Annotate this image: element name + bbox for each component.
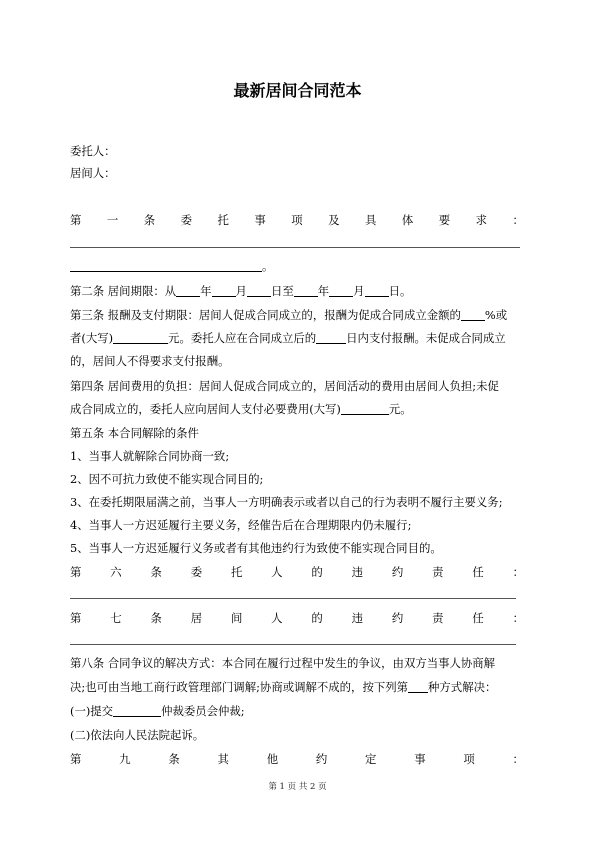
article-1-char: 事 [254, 213, 266, 227]
fill-blank [341, 402, 389, 415]
article-9-char: 第 [70, 752, 82, 766]
article-2 [70, 283, 524, 299]
article-6-char: 条 [150, 565, 162, 579]
intermediary-label: 居间人： [70, 166, 116, 180]
article-1-char: 第 [70, 213, 82, 227]
article-1-blank-end [70, 258, 524, 274]
fill-blank [247, 284, 271, 297]
article-4-text: 成合同成立的，委托人应向居间人支付必要费用(大写) [70, 402, 341, 416]
article-7-char: 七 [110, 611, 122, 625]
article-1-char: 具 [365, 213, 377, 227]
article-2-text: 年 [317, 284, 330, 298]
article-6-blank-line [70, 598, 516, 599]
article-6-char: 的 [311, 565, 323, 579]
article-9-char: 定 [365, 752, 377, 766]
article-7-blank-line [70, 644, 516, 645]
article-2-text: 第二条 居间期限：从 [70, 284, 177, 298]
article-8-option-1 [70, 703, 524, 719]
article-7-char: ： [512, 611, 524, 625]
article-7-heading [70, 610, 524, 626]
list-item: 5、当事人一方迟延履行义务或者有其他违约行为致使不能实现合同目的。 [70, 541, 442, 555]
article-9-char: 项 [463, 752, 475, 766]
article-7-char: 第 [70, 611, 82, 625]
fill-blank [365, 284, 389, 297]
article-1-char: 托 [217, 213, 229, 227]
fill-blank [408, 680, 428, 693]
article-8-option-2: (二)依法向人民法院起诉。 [70, 728, 205, 742]
article-3-text: 第三条 报酬及支付期限：居间人促成合同成立的，报酬为促成合同成立金额的 [70, 308, 461, 322]
article-8-text: 种方式解决： [428, 680, 497, 694]
page-number: 第 1 页 共 2 页 [268, 782, 327, 792]
article-6-char: 人 [271, 565, 283, 579]
article-9-char: 其 [217, 752, 229, 766]
article-2-text: 日至 [270, 284, 294, 298]
fill-blank [113, 704, 161, 717]
article-6-char: 责 [432, 565, 444, 579]
fill-blank [212, 284, 236, 297]
article-6-char: 违 [351, 565, 364, 579]
fill-blank [316, 331, 346, 344]
article-4-line-2 [70, 401, 524, 417]
article-9-char: 条 [168, 752, 180, 766]
article-7-char: 条 [150, 611, 162, 625]
article-1-char: 条 [143, 213, 156, 227]
article-9-char: 他 [266, 752, 279, 766]
article-5-heading: 第五条 本合同解除的条件 [70, 426, 199, 440]
article-1-char: 要 [438, 213, 451, 227]
article-1-period: 。 [262, 259, 274, 273]
article-9-char: 九 [119, 752, 131, 766]
article-4-line-1: 第四条 居间费用的负担：居间人促成合同成立的，居间活动的费用由居间人负担;未促 [70, 379, 499, 393]
article-1-blank-line [70, 247, 520, 248]
article-3-text: 者(大写) [70, 331, 114, 345]
list-item: 2、因不可抗力致使不能实现合同目的; [70, 472, 264, 486]
article-7-char: 约 [391, 611, 404, 625]
article-6-char: 托 [230, 565, 243, 579]
article-1-char: 及 [328, 213, 340, 227]
article-7-char: 居 [190, 611, 203, 625]
article-7-char: 任 [472, 611, 484, 625]
article-3-text: %或 [484, 308, 508, 322]
fill-blank [113, 331, 168, 344]
article-6-char: ： [512, 565, 524, 579]
article-4-text: 元。 [388, 402, 412, 416]
article-6-heading [70, 564, 524, 580]
fill-blank [70, 259, 262, 272]
article-1-heading [70, 212, 524, 228]
article-8-text: 决;也可由当地工商行政管理部门调解;协商或调解不成的，按下列第 [70, 680, 409, 694]
article-7-char: 违 [351, 611, 364, 625]
fill-blank [176, 284, 200, 297]
article-3-line-1 [70, 307, 524, 323]
article-2-text: 月 [235, 284, 247, 298]
article-7-char: 的 [311, 611, 323, 625]
article-3-text: 元。委托人应在合同成立后的 [168, 331, 317, 345]
article-6-char: 第 [70, 565, 82, 579]
article-8-text: 仲裁委员会仲裁; [161, 704, 245, 718]
list-item: 1、当事人就解除合同协商一致; [70, 449, 230, 463]
article-2-text: 月 [353, 284, 365, 298]
fill-blank [294, 284, 318, 297]
article-1-char: 委 [180, 213, 193, 227]
article-6-char: 六 [110, 565, 122, 579]
article-9-heading [70, 751, 524, 767]
article-8-line-1: 第八条 合同争议的解决方式：本合同在履行过程中发生的争议，由双方当事人协商解 [70, 656, 496, 670]
article-3-line-2 [70, 330, 524, 346]
fill-blank [329, 284, 353, 297]
article-2-text: 年 [200, 284, 212, 298]
article-3-line-3: 的，居间人不得要求支付报酬。 [70, 354, 230, 368]
article-9-char: ： [512, 752, 524, 766]
article-1-char: 项 [291, 213, 303, 227]
article-3-text: 日内支付报酬。未促成合同成立 [346, 331, 506, 345]
list-item: 3、在委托期限届满之前，当事人一方明确表示或者以自己的行为表明不履行主要义务; [70, 495, 503, 509]
article-8-text: (一)提交 [70, 704, 114, 718]
article-1-char: ： [512, 213, 524, 227]
client-label: 委托人： [70, 144, 116, 158]
article-1-char: 体 [401, 213, 414, 227]
page-title: 最新居间合同范本 [233, 81, 362, 100]
article-7-char: 责 [432, 611, 444, 625]
article-8-line-2 [70, 679, 524, 695]
list-item: 4、当事人一方迟延履行主要义务，经催告后在合理期限内仍未履行; [70, 518, 412, 532]
article-9-char: 事 [414, 752, 426, 766]
article-1-char: 一 [106, 213, 119, 227]
article-6-char: 约 [391, 565, 404, 579]
article-1-char: 求 [475, 213, 488, 227]
article-7-char: 人 [271, 611, 283, 625]
fill-blank [461, 308, 485, 321]
article-7-char: 间 [230, 611, 243, 625]
article-6-char: 委 [190, 565, 203, 579]
article-6-char: 任 [472, 565, 484, 579]
article-9-char: 约 [315, 752, 328, 766]
article-2-text: 日。 [388, 284, 412, 298]
